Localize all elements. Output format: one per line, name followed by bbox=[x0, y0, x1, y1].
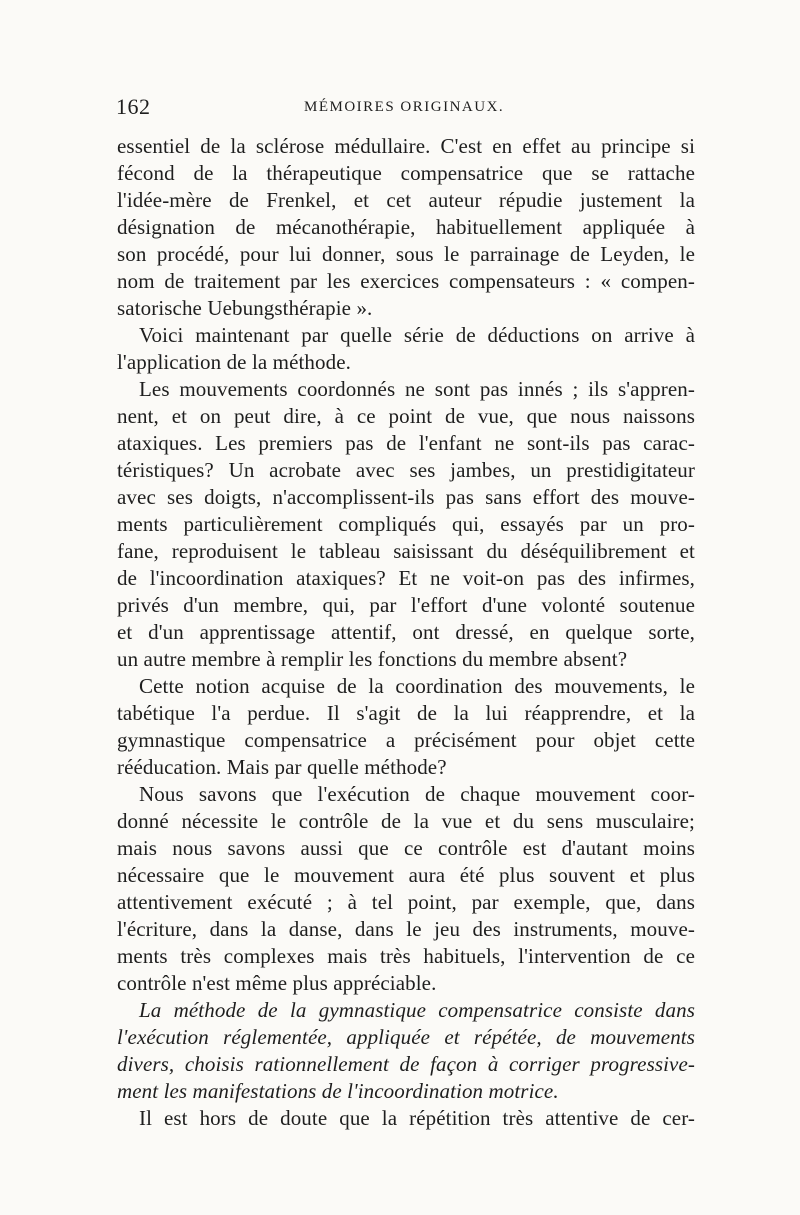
text-line: satorische Uebungsthérapie ». bbox=[117, 296, 373, 320]
text-line: tabétique l'a perdue. Il s'agit de la lui réapprendre, et la bbox=[117, 701, 695, 725]
text-line: ments très complexes mais très habituels, l'intervention de ce bbox=[117, 944, 695, 968]
page-number: 162 bbox=[116, 94, 151, 119]
text-line: Nous savons que l'exécution de chaque mouvement coor- bbox=[139, 782, 695, 806]
text-line: ments particulièrement compliqués qui, essayés par un pro- bbox=[117, 512, 695, 536]
text-line: son procédé, pour lui donner, sous le parrainage de Leyden, le bbox=[117, 242, 695, 266]
text-line: désignation de mécanothérapie, habituellement appliquée à bbox=[117, 215, 695, 239]
running-title: MÉMOIRES ORIGINAUX. bbox=[304, 99, 505, 115]
text-line: Cette notion acquise de la coordination des mouvements, le bbox=[139, 674, 695, 698]
text-line: divers, choisis rationnellement de façon à corriger progressive- bbox=[117, 1052, 695, 1076]
text-line: l'écriture, dans la danse, dans le jeu des instruments, mouve- bbox=[117, 917, 695, 941]
text-line: l'idée-mère de Frenkel, et cet auteur répudie justement la bbox=[117, 188, 695, 212]
body-text bbox=[117, 133, 695, 1132]
text-line: fane, reproduisent le tableau saisissant du déséquilibrement et bbox=[117, 539, 695, 563]
text-line: La méthode de la gymnastique compensatrice consiste dans bbox=[139, 998, 695, 1022]
text-line: nom de traitement par les exercices compensateurs : « compen- bbox=[117, 269, 695, 293]
text-line: rééducation. Mais par quelle méthode? bbox=[117, 755, 447, 779]
text-line: mais nous savons aussi que ce contrôle est d'autant moins bbox=[117, 836, 695, 860]
text-line: l'application de la méthode. bbox=[117, 350, 352, 374]
text-line: de l'incoordination ataxiques? Et ne voit-on pas des infirmes, bbox=[117, 566, 695, 590]
text-line: gymnastique compensatrice a précisément pour objet cette bbox=[117, 728, 695, 752]
text-line: attentivement exécuté ; à tel point, par exemple, que, dans bbox=[117, 890, 695, 914]
text-line: Il est hors de doute que la répétition très attentive de cer- bbox=[139, 1106, 695, 1130]
text-line: ataxiques. Les premiers pas de l'enfant ne sont-ils pas carac- bbox=[117, 431, 695, 455]
text-line: nent, et on peut dire, à ce point de vue, que nous naissons bbox=[117, 404, 695, 428]
text-line: donné nécessite le contrôle de la vue et du sens musculaire; bbox=[117, 809, 695, 833]
text-line: privés d'un membre, qui, par l'effort d'une volonté soutenue bbox=[117, 593, 695, 617]
text-line: téristiques? Un acrobate avec ses jambes, un prestidigitateur bbox=[117, 458, 695, 482]
text-line: fécond de la thérapeutique compensatrice que se rattache bbox=[117, 161, 695, 185]
text-line: et d'un apprentissage attentif, ont dressé, en quelque sorte, bbox=[117, 620, 695, 644]
text-line: nécessaire que le mouvement aura été plus souvent et plus bbox=[117, 863, 695, 887]
text-line: avec ses doigts, n'accomplissent-ils pas sans effort des mouve- bbox=[117, 485, 695, 509]
text-line: Les mouvements coordonnés ne sont pas innés ; ils s'appren- bbox=[139, 377, 695, 401]
text-line: l'exécution réglementée, appliquée et répétée, de mouvements bbox=[117, 1025, 695, 1049]
text-line: essentiel de la sclérose médullaire. C'est en effet au principe si bbox=[117, 134, 695, 158]
text-line: ment les manifestations de l'incoordination motrice. bbox=[117, 1079, 559, 1103]
text-line: Voici maintenant par quelle série de déductions on arrive à bbox=[139, 323, 695, 347]
page-header bbox=[116, 94, 696, 124]
text-line: contrôle n'est même plus appréciable. bbox=[117, 971, 437, 995]
text-line: un autre membre à remplir les fonctions du membre absent? bbox=[117, 647, 628, 671]
